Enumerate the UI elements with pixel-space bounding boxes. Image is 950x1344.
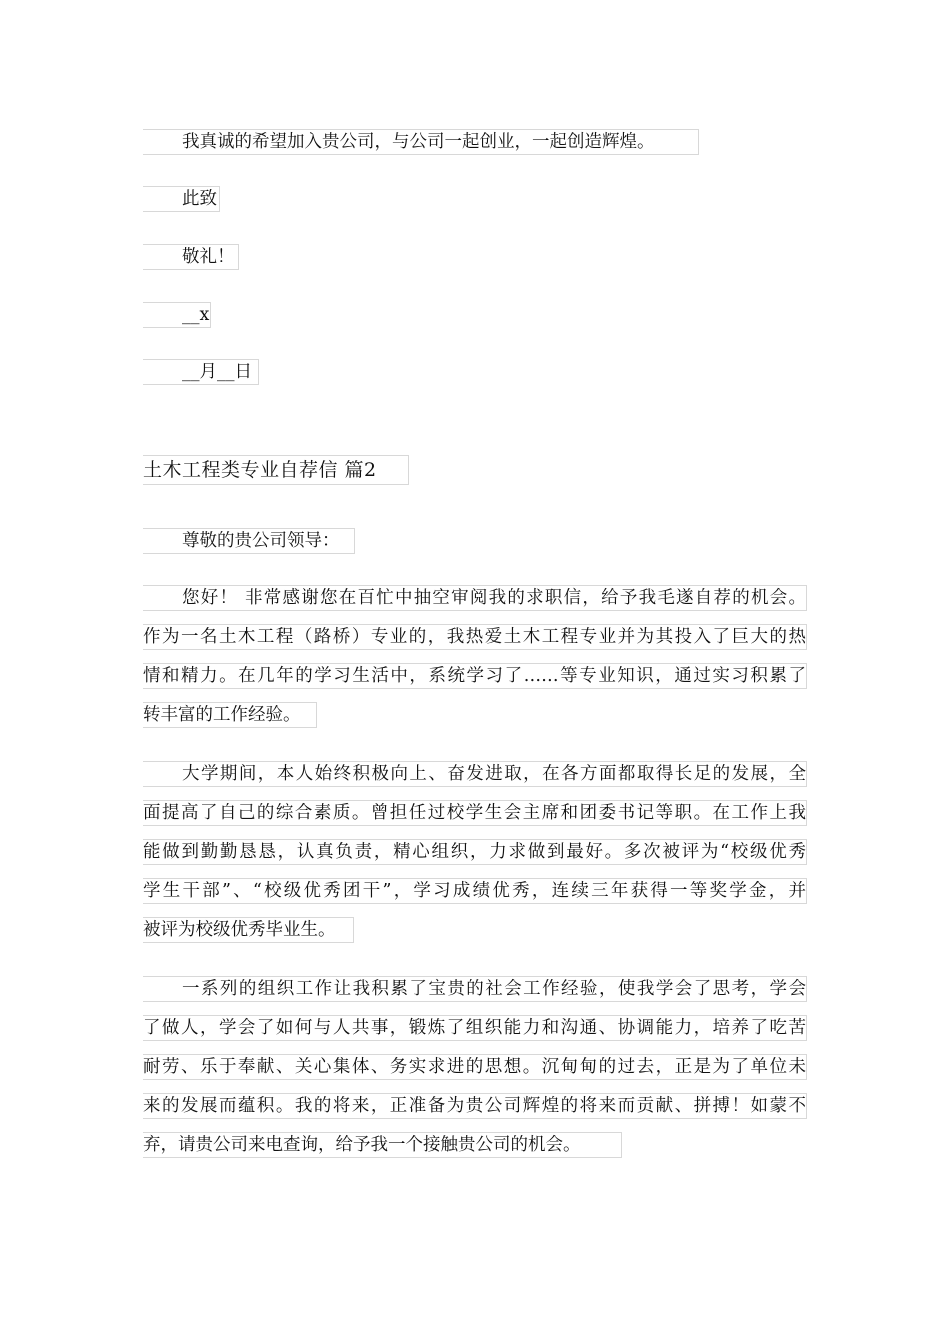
signature-line: __x [143, 302, 211, 328]
paragraph-1-line-1: 您好！ 非常感谢您在百忙中抽空审阅我的求职信，给予我毛遂自荐的机会。 [143, 585, 807, 611]
paragraph-1-line-2: 作为一名土木工程（路桥）专业的，我热爱土木工程专业并为其投入了巨大的热 [143, 624, 807, 650]
paragraph-1-line-3: 情和精力。在几年的学习生活中，系统学习了……等专业知识，通过实习积累了 [143, 663, 807, 689]
closing-wish-line: 我真诚的希望加入贵公司，与公司一起创业，一起创造辉煌。 [143, 129, 699, 155]
paragraph-2-line-1: 大学期间，本人始终积极向上、奋发进取，在各方面都取得长足的发展，全 [143, 761, 807, 787]
paragraph-2-line-4: 学生干部”、“校级优秀团干”，学习成绩优秀，连续三年获得一等奖学金，并 [143, 878, 807, 904]
section-title: 土木工程类专业自荐信 篇2 [143, 455, 409, 485]
paragraph-2-line-2: 面提高了自己的综合素质。曾担任过校学生会主席和团委书记等职。在工作上我 [143, 800, 807, 826]
paragraph-3-line-1: 一系列的组织工作让我积累了宝贵的社会工作经验，使我学会了思考，学会 [143, 976, 807, 1002]
paragraph-3-line-3: 耐劳、乐于奉献、关心集体、务实求进的思想。沉甸甸的过去，正是为了单位未 [143, 1054, 807, 1080]
salutation-line-2: 敬礼！ [143, 244, 239, 270]
salutation-line-1: 此致 [143, 186, 220, 212]
paragraph-2-line-3: 能做到勤勤恳恳，认真负责，精心组织，力求做到最好。多次被评为“校级优秀 [143, 839, 807, 865]
paragraph-3-line-5: 弃，请贵公司来电查询，给予我一个接触贵公司的机会。 [143, 1132, 622, 1158]
date-line: __月__日 [143, 359, 259, 385]
paragraph-2-line-5: 被评为校级优秀毕业生。 [143, 917, 354, 943]
paragraph-3-line-4: 来的发展而蕴积。我的将来，正准备为贵公司辉煌的将来而贡献、拼搏！如蒙不 [143, 1093, 807, 1119]
paragraph-3-line-2: 了做人，学会了如何与人共事，锻炼了组织能力和沟通、协调能力，培养了吃苦 [143, 1015, 807, 1041]
paragraph-1-line-4: 转丰富的工作经验。 [143, 702, 317, 728]
greeting-line: 尊敬的贵公司领导： [143, 528, 355, 554]
